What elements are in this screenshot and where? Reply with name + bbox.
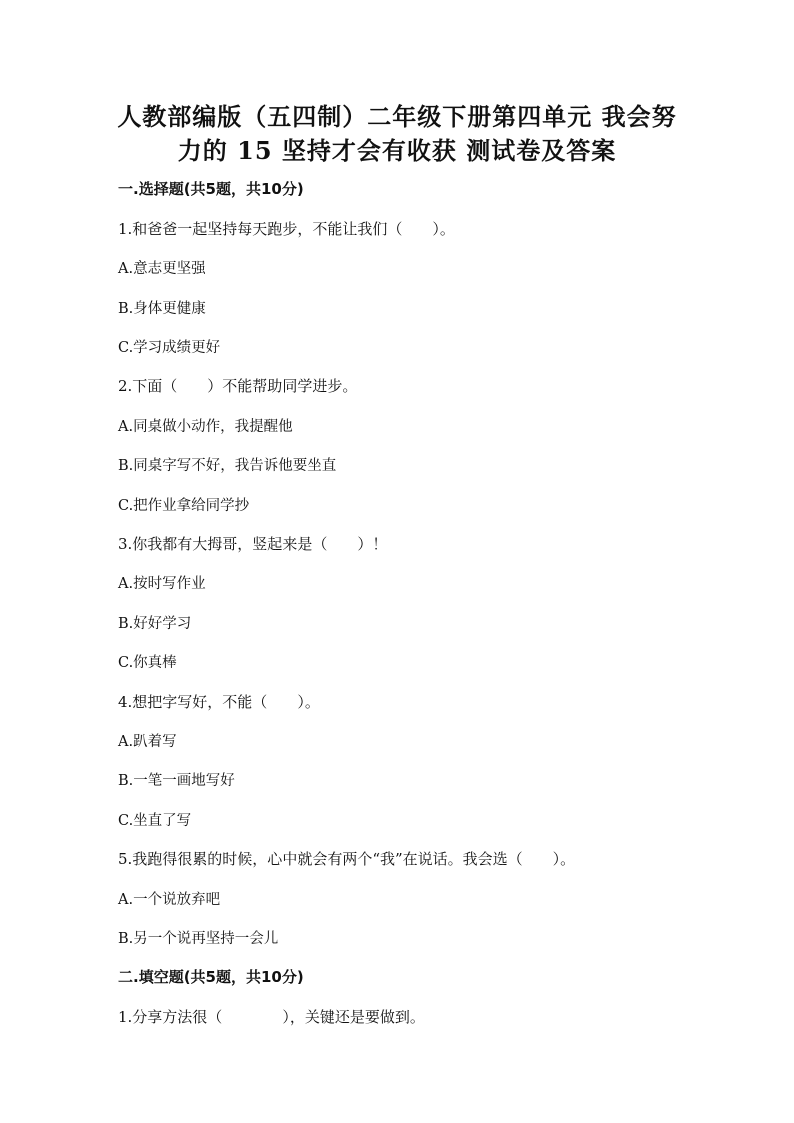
question-option: B.同桌字写不好，我告诉他要坐直 <box>118 458 337 474</box>
page-title-line-1: 人教部编版（五四制）二年级下册第四单元 我会努 <box>117 102 677 131</box>
question-option: A.趴着写 <box>118 734 177 750</box>
page-title-line-2: 力的 15 坚持才会有收获 测试卷及答案 <box>177 136 617 165</box>
question-stem: 4.想把字写好，不能（ ）。 <box>118 693 320 711</box>
question-option: C.把作业拿给同学抄 <box>118 498 250 514</box>
question-option: C.你真棒 <box>118 655 177 671</box>
question-option: B.身体更健康 <box>118 301 206 317</box>
section-heading-choice: 一.选择题(共5题，共10分) <box>118 180 304 198</box>
question-option: B.好好学习 <box>118 616 192 632</box>
section-heading-fill: 二.填空题(共5题，共10分) <box>118 968 304 986</box>
question-option: A.意志更坚强 <box>118 261 206 277</box>
question-stem: 1.分享方法很（ ），关键还是要做到。 <box>118 1008 425 1026</box>
question-option: C.学习成绩更好 <box>118 340 221 356</box>
question-stem: 3.你我都有大拇哥，竖起来是（ ）！ <box>118 535 388 553</box>
question-stem: 1.和爸爸一起坚持每天跑步，不能让我们（ ）。 <box>118 220 455 238</box>
question-option: C.坐直了写 <box>118 813 192 829</box>
question-stem: 2.下面（ ）不能帮助同学进步。 <box>118 377 358 395</box>
question-option: A.同桌做小动作，我提醒他 <box>118 419 293 435</box>
question-option: B.一笔一画地写好 <box>118 773 235 789</box>
question-option: A.按时写作业 <box>118 576 206 592</box>
question-option: B.另一个说再坚持一会儿 <box>118 931 279 947</box>
question-option: A.一个说放弃吧 <box>118 892 221 908</box>
question-stem: 5.我跑得很累的时候，心中就会有两个“我”在说话。我会选（ ）。 <box>118 850 576 868</box>
